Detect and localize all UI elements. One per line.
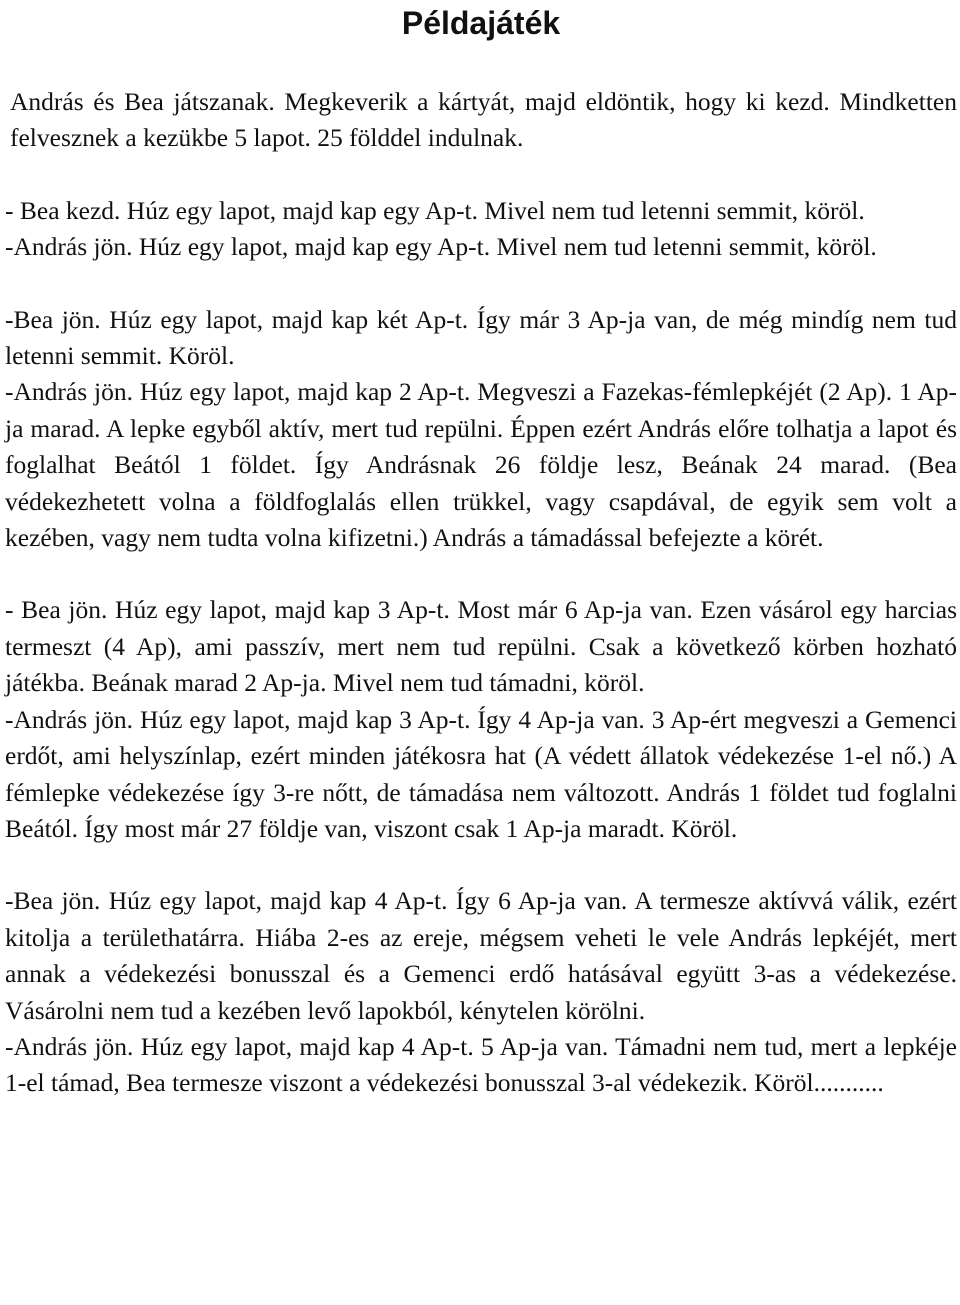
round-1-andras-paragraph: -András jön. Húz egy lapot, majd kap egy Ap-t. Mivel nem tud letenni semmit, köröl. [5, 232, 877, 262]
round-3-bea-paragraph: - Bea jön. Húz egy lapot, majd kap 3 Ap-t. Most már 6 Ap-ja van. Ezen vásárol egy harcias termeszt (4 Ap), ami passzív, mert nem tud repülni. Csak a következő körben hozható játékba. Beának marad 2 Ap-ja. Mivel nem tud támadni, köröl. [5, 595, 957, 698]
round-4-block [5, 883, 957, 1101]
round-3-andras-paragraph: -András jön. Húz egy lapot, majd kap 3 Ap-t. Így 4 Ap-ja van. 3 Ap-ért megveszi a Gemenci erdőt, ami helyszínlap, ezért minden játékosra hat (A védett állatok védekezése 1-el nő.) A fémlepke védekezése így 3-re nőtt, de támadása nem változott. András 1 földet tud foglalni Beától. Így most már 27 földje van, viszont csak 1 Ap-ja maradt. Köröl. [5, 704, 957, 843]
round-2-bea-paragraph: -Bea jön. Húz egy lapot, majd kap két Ap-t. Így már 3 Ap-ja van, de még mindíg nem tud letenni semmit. Köröl. [5, 304, 957, 371]
intro-block [5, 84, 957, 157]
round-4-andras-paragraph: -András jön. Húz egy lapot, majd kap 4 Ap-t. 5 Ap-ja van. Támadni nem tud, mert a lepkéje 1-el támad, Bea termesze viszont a védekezési bonusszal 3-al védekezik. Köröl........... [5, 1031, 957, 1098]
round-1-block [5, 193, 957, 266]
page-title: Példajáték [401, 5, 561, 41]
round-1-bea-paragraph: - Bea kezd. Húz egy lapot, majd kap egy Ap-t. Mivel nem tud letenni semmit, köröl. [5, 195, 865, 225]
round-4-bea-paragraph: -Bea jön. Húz egy lapot, majd kap 4 Ap-t. Így 6 Ap-ja van. A termesze aktívvá válik, ezért kitolja a területhatárra. Hiába 2-es az ereje, mégsem veheti le vele András lepkéjét, mert annak a védekezési bonusszal és a Gemenci erdő hatásával együtt 3-as a védekezése. Vásárolni nem tud a kezében levő lapokból, kénytelen körölni. [5, 886, 957, 1025]
round-2-andras-paragraph: -András jön. Húz egy lapot, majd kap 2 Ap-t. Megveszi a Fazekas-fémlepkéjét (2 Ap). 1 Ap-ja marad. A lepke egyből aktív, mert tud repülni. Éppen ezért András előre tolhatja a lapot és foglalhat Beától 1 földet. Így Andrásnak 26 földje lesz, Beának 24 marad. (Bea védekezhetett volna a földfoglalás ellen trükkel, vagy csapdával, de egyik sem volt a kezében, vagy nem tudta volna kifizetni.) András a támadással befejezte a körét. [5, 377, 957, 553]
round-3-block [5, 592, 957, 847]
round-2-block [5, 302, 957, 557]
document-page [5, 0, 957, 1102]
intro-paragraph: András és Bea játszanak. Megkeverik a kártyát, majd eldöntik, hogy ki kezd. Mindketten felvesznek a kezükbe 5 lapot. 25 földdel indulnak. [10, 87, 957, 153]
